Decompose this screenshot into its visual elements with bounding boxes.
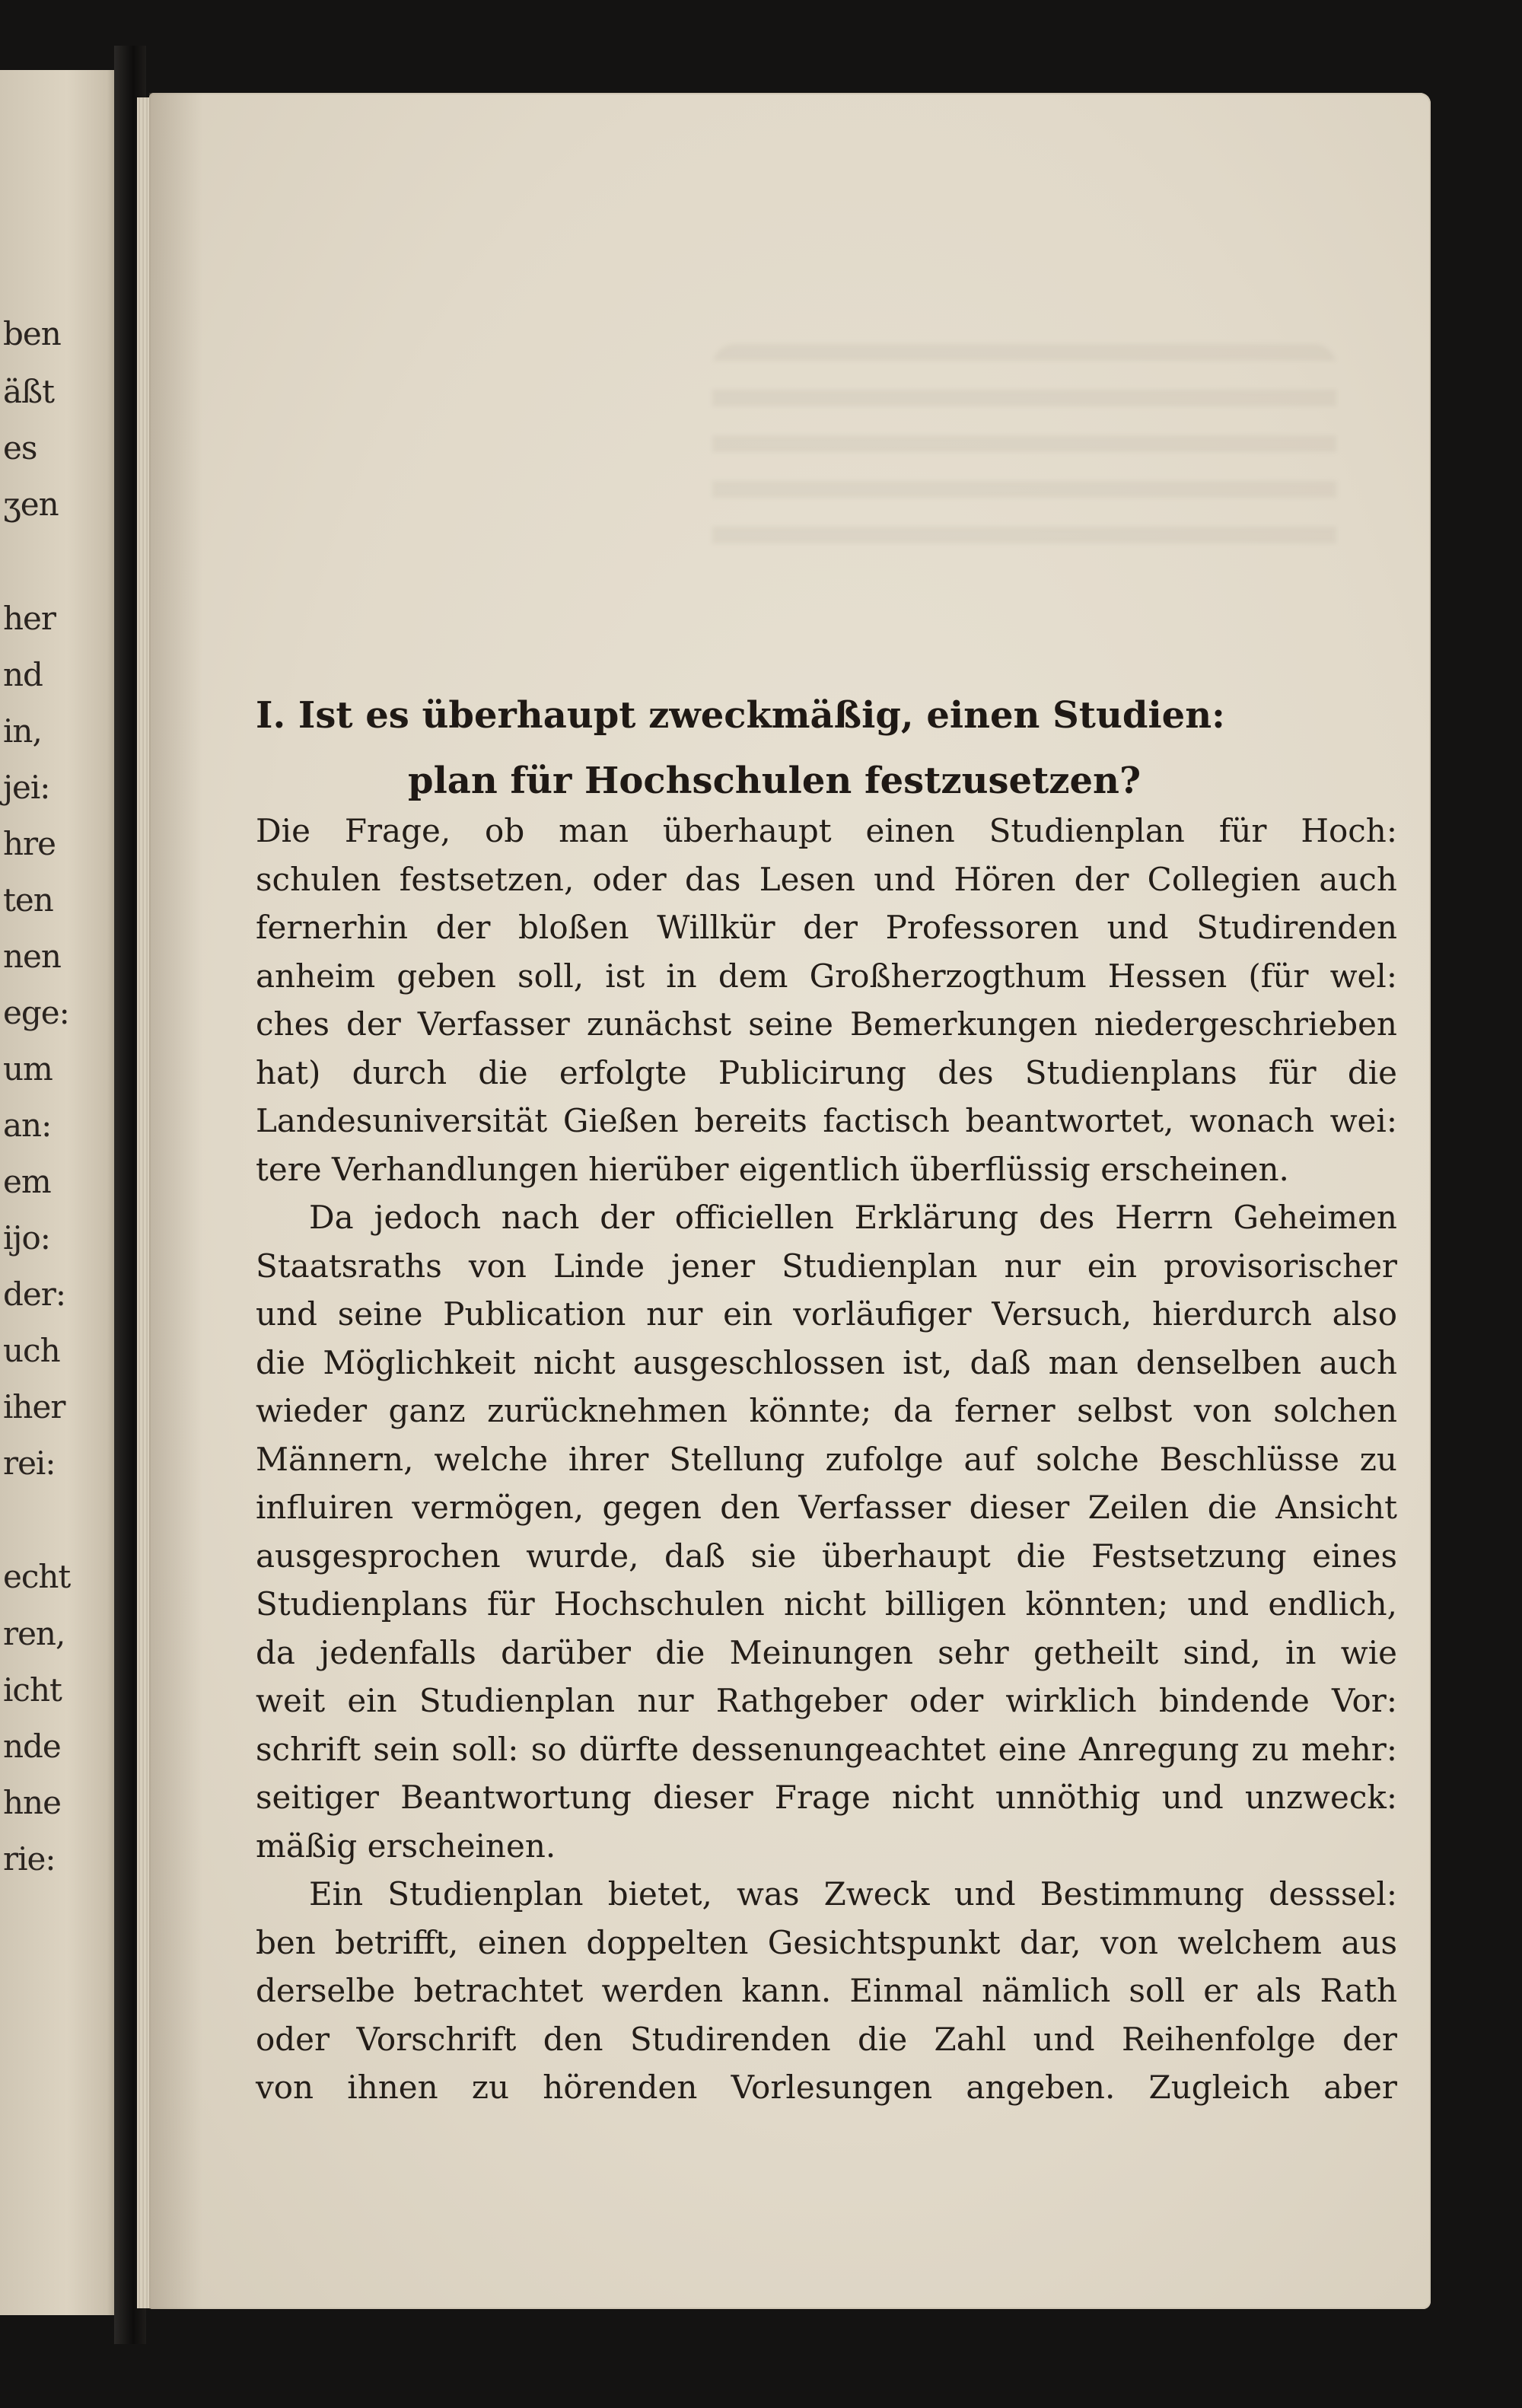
text-line: Staatsraths von Linde jener Studienplan nur ein provisorischer: [256, 1247, 1397, 1285]
facing-page-line: der:: [3, 1276, 65, 1313]
text-line: ausgesprochen wurde, daß sie überhaupt die Festsetzung eines: [256, 1537, 1397, 1575]
text-line: oder Vorschrift den Studirenden die Zahl und Reihenfolge der: [256, 2020, 1397, 2058]
facing-page-line: ʒen: [3, 486, 59, 523]
facing-page-line: nen: [3, 938, 61, 975]
facing-page-line: ben: [3, 315, 61, 352]
facing-page-line: rei:: [3, 1444, 56, 1482]
text-line: anheim geben soll, ist in dem Großherzogthum Hessen (für wel:: [256, 957, 1397, 995]
text-line: da jedenfalls darüber die Meinungen sehr getheilt sind, in wie: [256, 1633, 1397, 1671]
facing-page-fragment: [0, 70, 122, 2315]
facing-page-line: um: [3, 1050, 53, 1088]
text-line: hat) durch die erfolgte Publicirung des Studienplans für die: [256, 1053, 1397, 1091]
facing-page-line: ege:: [3, 994, 69, 1031]
spine-shadow: [149, 93, 202, 2309]
facing-page-line: uch: [3, 1332, 60, 1369]
facing-page-line: an:: [3, 1107, 52, 1144]
facing-page-line: em: [3, 1163, 51, 1200]
facing-page-line: icht: [3, 1671, 62, 1709]
text-line: weit ein Studienplan nur Rathgeber oder wirklich bindende Vor:: [256, 1682, 1397, 1719]
text-line: Die Frage, ob man überhaupt einen Studienplan für Hoch:: [256, 812, 1397, 849]
facing-page-line: ren,: [3, 1615, 65, 1652]
facing-page-line: ten: [3, 881, 53, 919]
text-line: schulen festsetzen, oder das Lesen und Hören der Collegien auch: [256, 860, 1397, 898]
text-line: influiren vermögen, gegen den Verfasser dieser Zeilen die Ansicht: [256, 1489, 1397, 1526]
chapter-heading: [256, 683, 1412, 814]
text-line: ben betrifft, einen doppelten Gesichtspunkt dar, von welchem aus: [256, 1923, 1397, 1961]
heading-line-1: I. Ist es überhaupt zweckmäßig, einen Studien:: [256, 694, 1225, 737]
facing-page-line: echt: [3, 1558, 71, 1595]
text-line: seitiger Beantwortung dieser Frage nicht unnöthig und unzweck:: [256, 1779, 1397, 1816]
facing-page-line: es: [3, 429, 37, 467]
facing-page-line: iher: [3, 1388, 65, 1425]
text-line: die Möglichkeit nicht ausgeschlossen ist, daß man denselben auch: [256, 1343, 1397, 1381]
text-line: von ihnen zu hörenden Vorlesungen angeben. Zugleich aber: [256, 2069, 1397, 2106]
text-line: ches der Verfasser zunächst seine Bemerkungen niedergeschrieben: [256, 1005, 1397, 1043]
facing-page-line: rie:: [3, 1840, 56, 1878]
facing-page-line: jei:: [3, 769, 50, 806]
facing-page-line: ijo:: [3, 1219, 50, 1257]
facing-page-line: hre: [3, 825, 56, 862]
text-line: mäßig erscheinen.: [256, 1827, 556, 1865]
show-through-text: [712, 344, 1336, 572]
heading-line-2: plan für Hochschulen festzusetzen?: [408, 760, 1142, 802]
book-page: [149, 93, 1431, 2309]
facing-page-line: hne: [3, 1784, 61, 1821]
facing-page-line: her: [3, 600, 56, 637]
text-line: Männern, welche ihrer Stellung zufolge auf solche Beschlüsse zu: [256, 1440, 1397, 1478]
text-line: und seine Publication nur ein vorläufiger Versuch, hierdurch also: [256, 1295, 1397, 1333]
text-line: Landesuniversität Gießen bereits factisch beantwortet, wonach wei:: [256, 1102, 1397, 1139]
text-line: Da jedoch nach der officiellen Erklärung des Herrn Geheimen: [309, 1199, 1397, 1236]
body-text: [256, 807, 1397, 2112]
text-line: fernerhin der bloßen Willkür der Professoren und Studirenden: [256, 909, 1397, 946]
text-line: Ein Studienplan bietet, was Zweck und Bestimmung desssel:: [309, 1875, 1397, 1913]
facing-page-line: nde: [3, 1728, 61, 1765]
text-line: derselbe betrachtet werden kann. Einmal nämlich soll er als Rath: [256, 1972, 1397, 2009]
facing-page-line: in,: [3, 712, 42, 750]
text-line: tere Verhandlungen hierüber eigentlich überflüssig erscheinen.: [256, 1150, 1289, 1188]
text-line: wieder ganz zurücknehmen könnte; da ferner selbst von solchen: [256, 1392, 1397, 1429]
facing-page-line: äßt: [3, 373, 54, 410]
facing-page-line: nd: [3, 656, 43, 693]
text-line: Studienplans für Hochschulen nicht billigen könnten; und endlich,: [256, 1585, 1397, 1623]
text-line: schrift sein soll: so dürfte dessenungeachtet eine Anregung zu mehr:: [256, 1730, 1397, 1768]
